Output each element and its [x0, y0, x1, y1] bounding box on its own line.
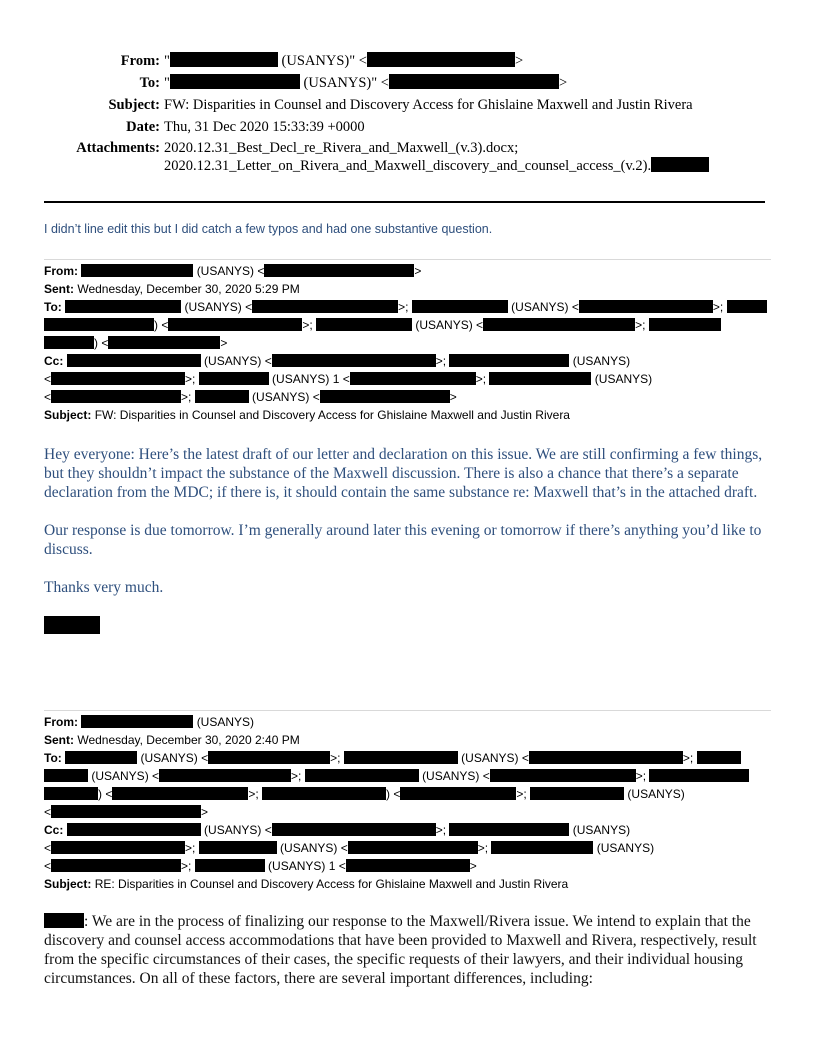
- header-text: To:: [44, 300, 62, 314]
- header-text: >: [201, 805, 209, 819]
- redaction: [489, 372, 591, 385]
- header-text: FW: Disparities in Counsel and Discovery Access for Ghislaine Maxwell and Justin Rivera: [94, 408, 570, 422]
- header-text: (USANYS) <: [184, 300, 253, 314]
- redaction: [649, 318, 721, 331]
- redaction: [199, 372, 269, 385]
- header-text: (USANYS): [196, 715, 255, 729]
- header-text: ) <: [94, 336, 109, 350]
- redaction: [350, 372, 476, 385]
- header-text: (USANYS)" <: [303, 75, 389, 91]
- header-text: (USANYS)" <: [281, 53, 367, 69]
- redaction: [51, 390, 181, 403]
- header-to-row: [44, 74, 774, 93]
- header-text: (USANYS) <: [196, 264, 265, 278]
- redaction: [168, 318, 302, 331]
- redaction: [727, 300, 767, 313]
- header-text: Cc:: [44, 823, 64, 837]
- email-header: [44, 52, 774, 178]
- email2-sent-line: [44, 731, 774, 749]
- redaction: [195, 390, 249, 403]
- header-text: >;: [635, 769, 647, 783]
- header-from-row: [44, 52, 774, 71]
- email1-to-line-2: [44, 316, 774, 334]
- subject-label: Subject:: [108, 97, 160, 113]
- header-text: (USANYS) <: [280, 841, 348, 855]
- email1-paragraph-1: Hey everyone: Here’s the latest draft of our letter and declaration on this issue. We are still confirming a few things, but they shouldn’t impact the substance of the Maxwell discussion. There is also a chance that there’s a separate declaration from the MDC; if there is, it should contain the same substance re: Maxwell that’s in the attached draft.: [44, 446, 763, 501]
- subject-value: FW: Disparities in Counsel and Discovery Access for Ghislaine Maxwell and Justin Rivera: [164, 97, 693, 113]
- header-text: >;: [185, 841, 196, 855]
- header-text: >;: [435, 354, 447, 368]
- header-text: >: [514, 53, 524, 69]
- header-text: (USANYS): [594, 372, 653, 386]
- header-text: >;: [435, 823, 447, 837]
- redaction: [400, 787, 516, 800]
- header-text: (USANYS) 1 <: [272, 372, 350, 386]
- header-text: Subject:: [44, 408, 92, 422]
- redaction: [44, 318, 154, 331]
- redaction: [51, 841, 185, 854]
- redaction: [44, 616, 100, 634]
- redaction: [320, 390, 450, 403]
- header-text: ) <: [386, 787, 401, 801]
- header-text: From:: [44, 264, 78, 278]
- email2-cc-line-2: [44, 839, 774, 857]
- redaction: [490, 769, 636, 782]
- header-text: (USANYS): [572, 823, 631, 837]
- from-value: " (USANYS)" < >: [164, 53, 524, 69]
- redaction: [483, 318, 635, 331]
- attachments-label: Attachments:: [76, 140, 160, 156]
- redaction: [195, 859, 265, 872]
- email2-cc-line-3: [44, 857, 774, 875]
- forward-note: I didn’t line edit this but I did catch a few typos and had one substantive question.: [44, 222, 493, 236]
- header-text: >: [558, 75, 568, 91]
- redaction: [651, 157, 709, 172]
- header-divider: [44, 201, 765, 203]
- redaction: [170, 74, 300, 89]
- redaction: [449, 354, 569, 367]
- redaction: [272, 354, 436, 367]
- redaction: [262, 787, 386, 800]
- email1-signature: [44, 616, 764, 637]
- header-text: Sent:: [44, 282, 74, 296]
- redaction: [67, 354, 201, 367]
- email2-subject-line: [44, 875, 774, 893]
- header-text: (USANYS) <: [461, 751, 529, 765]
- header-text: From:: [44, 715, 78, 729]
- redaction: [81, 264, 193, 277]
- header-text: Sent:: [44, 733, 74, 747]
- header-attachments-row: [44, 140, 774, 175]
- header-text: <: [44, 805, 52, 819]
- email1-paragraph-3: Thanks very much.: [44, 579, 164, 596]
- header-text: RE: Disparities in Counsel and Discovery Access for Ghislaine Maxwell and Justin Rivera: [94, 877, 569, 891]
- redaction: [697, 751, 741, 764]
- attachment-1[interactable]: 2020.12.31_Best_Decl_re_Rivera_and_Maxwell_(v.3).docx;: [164, 140, 519, 156]
- email1-to-line-3: [44, 334, 774, 352]
- header-text: <: [44, 390, 52, 404]
- header-text: >;: [181, 859, 192, 873]
- email-separator: [44, 710, 771, 711]
- header-text: >;: [635, 318, 646, 332]
- email1-header: [44, 262, 774, 424]
- header-text: ) <: [154, 318, 169, 332]
- redaction: [44, 769, 88, 782]
- email-separator: [44, 259, 771, 260]
- redaction: [348, 841, 478, 854]
- redaction: [491, 841, 593, 854]
- header-text: >;: [477, 841, 489, 855]
- header-text: >;: [181, 390, 192, 404]
- header-text: Wednesday, December 30, 2020 2:40 PM: [77, 733, 300, 747]
- email1-subject-line: [44, 406, 774, 424]
- email2-cc-line: [44, 821, 774, 839]
- from-label: From:: [120, 53, 160, 69]
- redaction: [44, 913, 84, 928]
- header-text: 2020.12.31_Letter_on_Rivera_and_Maxwell_discovery_and_counsel_access_(v.2).: [164, 158, 652, 174]
- email1-cc-line-2: [44, 370, 774, 388]
- email1-sent-line: [44, 280, 774, 298]
- email2-to-line: [44, 749, 774, 767]
- header-text: (USANYS) <: [204, 823, 272, 837]
- header-text: >;: [516, 787, 527, 801]
- redaction: [412, 300, 508, 313]
- email2-from-line: [44, 713, 774, 731]
- redaction: [159, 769, 291, 782]
- header-text: >;: [302, 318, 313, 332]
- header-text: <: [44, 841, 52, 855]
- header-text: >: [469, 859, 477, 873]
- redaction: [579, 300, 713, 313]
- header-text: (USANYS) <: [252, 390, 320, 404]
- redaction: [346, 859, 470, 872]
- header-text: (USANYS) <: [91, 769, 160, 783]
- header-text: >: [220, 336, 228, 350]
- email2-to-line-4: [44, 803, 774, 821]
- redaction: [344, 751, 458, 764]
- redaction: [112, 787, 248, 800]
- header-text: >: [449, 390, 457, 404]
- email1-cc-line: [44, 352, 774, 370]
- redaction: [367, 52, 515, 67]
- email1-to-line: [44, 298, 774, 316]
- header-text: >;: [712, 300, 724, 314]
- header-text: Cc:: [44, 354, 64, 368]
- redaction: [529, 751, 683, 764]
- date-value: Thu, 31 Dec 2020 15:33:39 +0000: [164, 119, 365, 135]
- email2-body: [44, 912, 774, 988]
- email2-header: [44, 713, 774, 893]
- redaction: [530, 787, 624, 800]
- redaction: [44, 787, 98, 800]
- header-text: <: [44, 372, 52, 386]
- header-text: >: [414, 264, 422, 278]
- header-text: Subject:: [44, 877, 92, 891]
- redaction: [272, 823, 436, 836]
- attachment-2[interactable]: [164, 157, 774, 175]
- email1-paragraph-2: Our response is due tomorrow. I’m generally around later this evening or tomorrow if there’s anything you’d like to discuss.: [44, 522, 762, 558]
- redaction: [389, 74, 559, 89]
- header-text: >;: [682, 751, 694, 765]
- redaction: [51, 805, 201, 818]
- redaction: [305, 769, 419, 782]
- header-text: (USANYS) <: [415, 318, 484, 332]
- header-date-row: [44, 118, 774, 137]
- header-text: >;: [291, 769, 302, 783]
- redaction: [51, 372, 185, 385]
- redaction: [170, 52, 278, 67]
- header-text: (USANYS): [572, 354, 631, 368]
- header-text: To:: [44, 751, 62, 765]
- to-label: To:: [139, 75, 160, 91]
- header-text: (USANYS) <: [204, 354, 272, 368]
- attachments-value: [164, 140, 774, 175]
- header-text: >;: [330, 751, 341, 765]
- header-text: (USANYS) 1 <: [268, 859, 346, 873]
- email1-from-line: [44, 262, 774, 280]
- redaction: [108, 336, 220, 349]
- header-text: (USANYS): [596, 841, 655, 855]
- email2-to-line-3: [44, 785, 774, 803]
- header-text: >;: [475, 372, 487, 386]
- header-text: (USANYS) <: [422, 769, 490, 783]
- email2-to-line-2: [44, 767, 774, 785]
- redaction: [67, 823, 201, 836]
- redaction: [316, 318, 412, 331]
- header-subject-row: [44, 96, 774, 115]
- header-text: (USANYS): [627, 787, 685, 801]
- redaction: [264, 264, 414, 277]
- redaction: [208, 751, 330, 764]
- header-text: >;: [398, 300, 409, 314]
- header-text: : We are in the process of finalizing our response to the Maxwell/Rivera issue. We intend to explain that the discovery and counsel access accommodations that have been provided to Maxwell and Rivera, respectively, result from the specific circumstances of their cases, the specific requests of their lawyers, and their individual housing circumstances. On all of these factors, there are several important differences, including:: [44, 913, 757, 987]
- email1-body: [44, 445, 764, 656]
- to-value: " (USANYS)" < >: [164, 75, 568, 91]
- redaction: [51, 859, 181, 872]
- header-text: ) <: [98, 787, 113, 801]
- redaction: [199, 841, 277, 854]
- redaction: [65, 751, 137, 764]
- date-label: Date:: [126, 119, 160, 135]
- header-text: (USANYS) <: [511, 300, 579, 314]
- redaction: [65, 300, 181, 313]
- header-text: <: [44, 859, 52, 873]
- header-text: >;: [248, 787, 259, 801]
- redaction: [81, 715, 193, 728]
- header-text: (USANYS) <: [140, 751, 209, 765]
- redaction: [649, 769, 749, 782]
- redaction: [44, 336, 94, 349]
- header-text: >;: [185, 372, 196, 386]
- redaction: [252, 300, 398, 313]
- header-text: Wednesday, December 30, 2020 5:29 PM: [77, 282, 300, 296]
- email1-cc-line-3: [44, 388, 774, 406]
- redaction: [449, 823, 569, 836]
